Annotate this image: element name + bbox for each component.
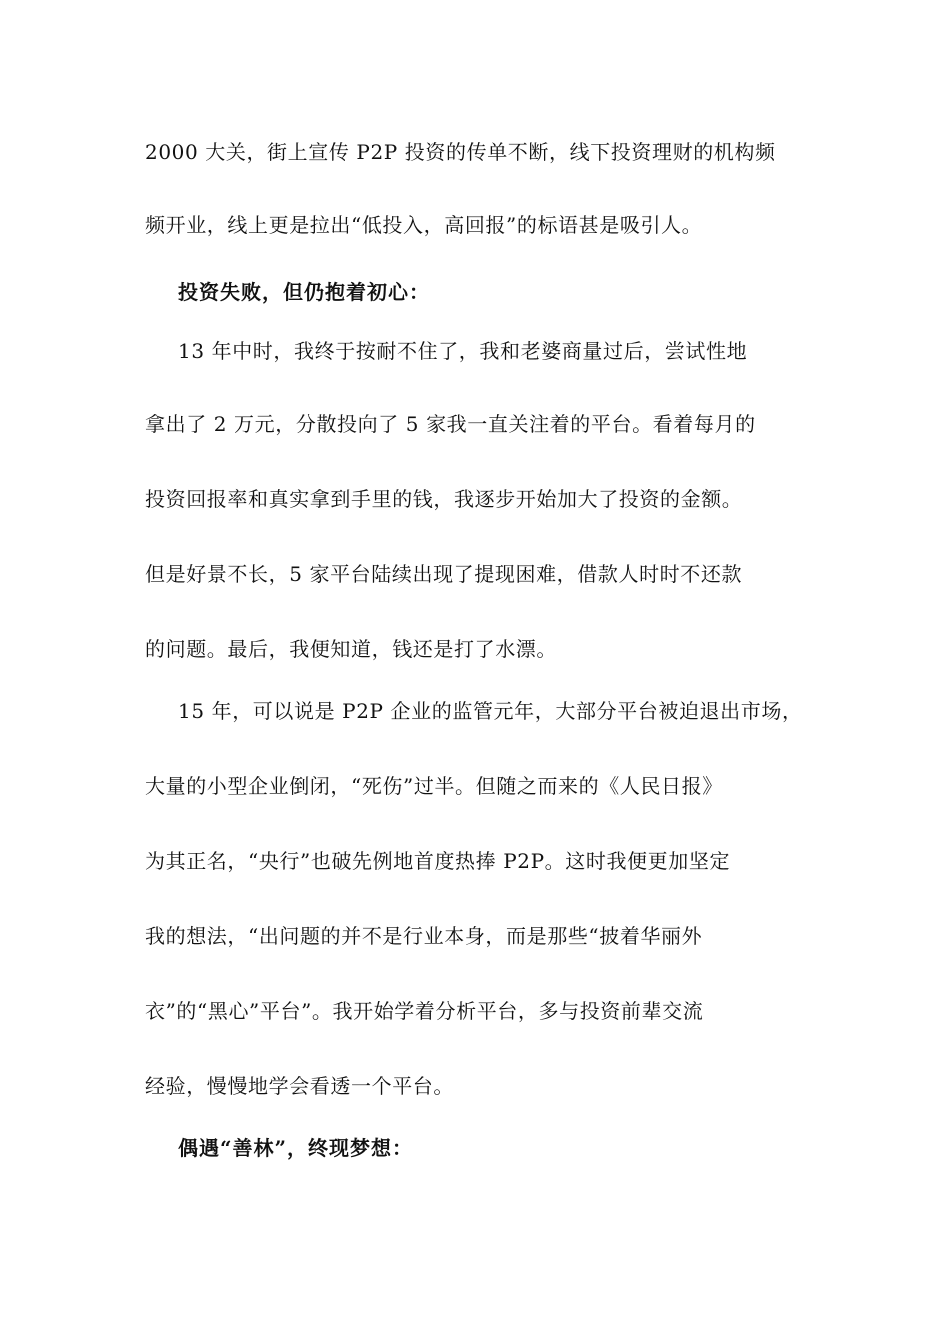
- text-line: 为其正名，“央行”也破先例地首度热捧 P2P。这时我便更加坚定: [145, 849, 731, 873]
- section-heading: 偶遇“善林”，终现梦想：: [178, 1136, 414, 1160]
- text-line: 但是好景不长，5 家平台陆续出现了提现困难，借款人时时不还款: [145, 562, 743, 586]
- text-line: 我的想法，“出问题的并不是行业本身，而是那些“披着华丽外: [145, 924, 703, 948]
- text-line: 拿出了 2 万元，分散投向了 5 家我一直关注着的平台。看着每月的: [145, 412, 756, 436]
- text-line: 15 年，可以说是 P2P 企业的监管元年，大部分平台被迫退出市场，: [178, 699, 803, 723]
- text-line: 频开业，线上更是拉出“低投入，高回报”的标语甚是吸引人。: [145, 213, 703, 237]
- text-line: 2000 大关，街上宣传 P2P 投资的传单不断，线下投资理财的机构频: [145, 140, 776, 164]
- section-heading: 投资失败，但仍抱着初心：: [178, 280, 430, 304]
- text-line: 大量的小型企业倒闭，“死伤”过半。但随之而来的《人民日报》: [145, 774, 723, 798]
- text-line: 的问题。最后，我便知道，钱还是打了水漂。: [145, 637, 557, 661]
- text-line: 经验，慢慢地学会看透一个平台。: [145, 1074, 454, 1098]
- text-line: 衣”的“黑心”平台”。我开始学着分析平台，多与投资前辈交流: [145, 999, 704, 1023]
- text-line: 13 年中时，我终于按耐不住了，我和老婆商量过后，尝试性地: [178, 339, 748, 363]
- text-line: 投资回报率和真实拿到手里的钱，我逐步开始加大了投资的金额。: [145, 487, 743, 511]
